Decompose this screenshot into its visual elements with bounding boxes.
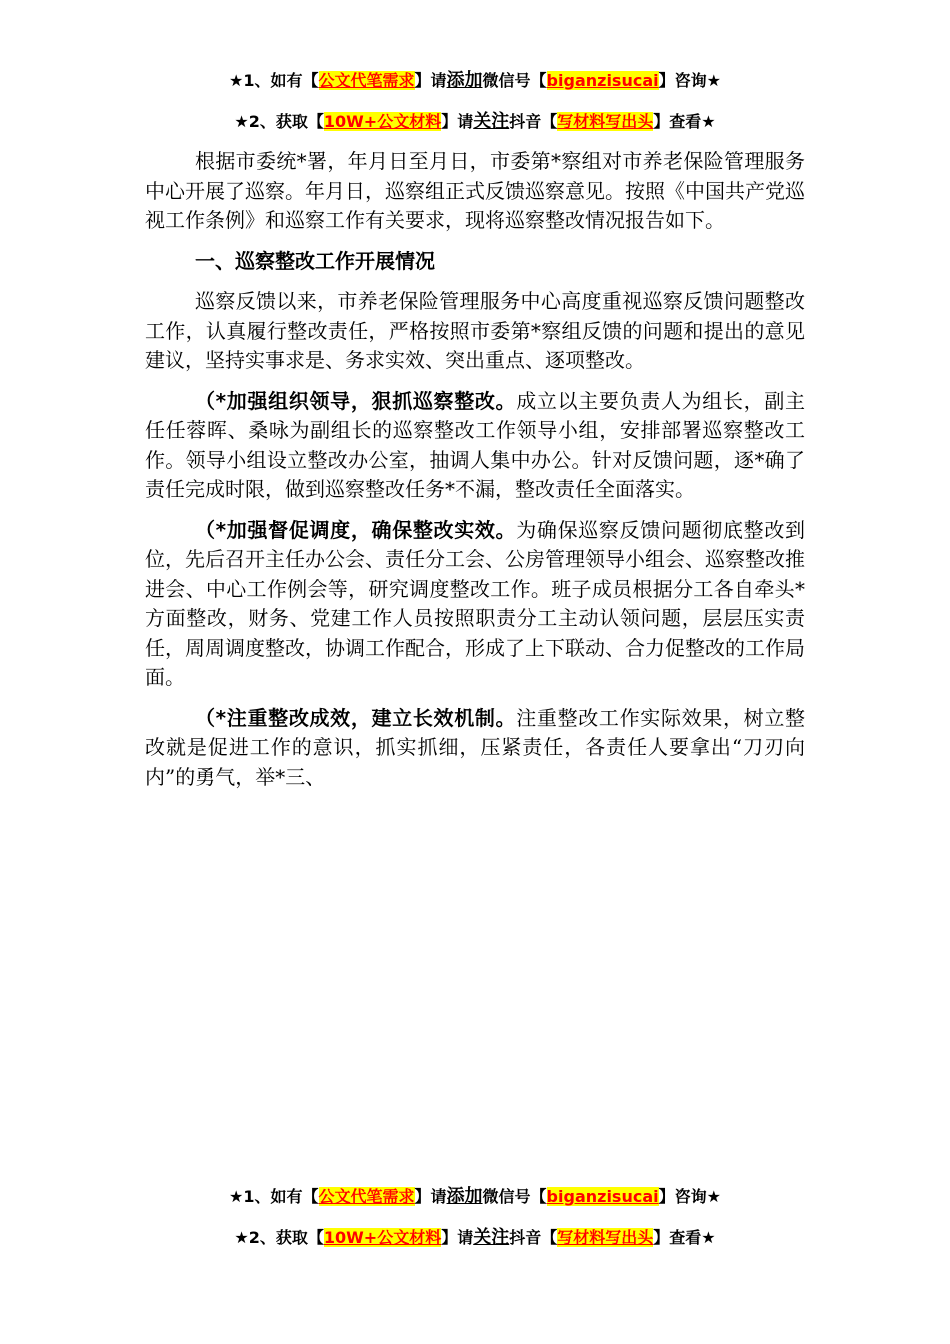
bottom-banner-line-1 xyxy=(0,1186,950,1208)
item-paragraph-3 xyxy=(145,704,805,793)
item-paragraph-1 xyxy=(145,387,805,505)
item-paragraph-2 xyxy=(145,516,805,693)
item-text-3: 注重整改工作实际效果，树立整改就是促进工作的意识，抓实抓细，压紧责任，各责任人要拿出“刀刃向内”的勇气，举*三、 xyxy=(145,705,805,789)
highlight-service: 公文代笔需求 xyxy=(318,71,415,90)
banner-underlined: 添加 xyxy=(446,70,483,91)
banner-underlined: 关注 xyxy=(473,111,510,132)
item-text-1: 成立以主要负责人为组长，副主任任蓉晖、桑咏为副组长的巡察整改工作领导小组，安排部署巡察整改工作。领导小组设立整改办公室，抽调人集中办公。针对反馈问题，逐*确了责任完成时限，做到巡察整改任务*不漏，整改责任全面落实。 xyxy=(145,388,805,501)
bottom-banner-line-2 xyxy=(0,1227,950,1249)
item-lead-3: （*注重整改成效，建立长效机制。 xyxy=(195,705,517,730)
section-heading: 一、巡察整改工作开展情况 xyxy=(195,248,435,273)
item-lead-1: （*加强组织领导，狠抓巡察整改。 xyxy=(195,388,517,413)
banner-text: 微信号【 xyxy=(482,1187,547,1206)
banner-text: 】请 xyxy=(414,1187,447,1206)
highlight-service: 公文代笔需求 xyxy=(318,1187,415,1206)
highlight-douyin-id: 写材料写出头 xyxy=(557,1228,654,1247)
highlight-wechat-id: biganzisucai xyxy=(546,1187,659,1206)
top-banner-line-2 xyxy=(0,111,950,133)
highlight-materials: 10W+公文材料 xyxy=(323,112,442,131)
document-body xyxy=(145,147,805,792)
banner-text: 微信号【 xyxy=(482,71,547,90)
highlight-wechat-id: biganzisucai xyxy=(546,71,659,90)
banner-text: 抖音【 xyxy=(509,1228,558,1247)
banner-text: 】咨询★ xyxy=(658,1187,721,1206)
overview-paragraph: 巡察反馈以来，市养老保险管理服务中心高度重视巡察反馈问题整改工作，认真履行整改责任，严格按照市委第*察组反馈的问题和提出的意见建议，坚持实事求是、务求实效、突出重点、逐项整改。 xyxy=(145,289,805,372)
banner-text: 】请 xyxy=(441,112,474,131)
banner-underlined: 添加 xyxy=(446,1186,483,1207)
banner-text: 】查看★ xyxy=(653,112,716,131)
banner-text: ★1、如有【 xyxy=(229,1187,319,1206)
banner-text: ★2、获取【 xyxy=(234,112,324,131)
banner-text: ★2、获取【 xyxy=(234,1228,324,1247)
item-text-2: 为确保巡察反馈问题彻底整改到位，先后召开主任办公会、责任分工会、公房管理领导小组会、巡察整改推进会、中心工作例会等，研究调度整改工作。班子成员根据分工各自牵头*方面整改，财务、党建工作人员按照职责分工主动认领问题，层层压实责任，周周调度整改，协调工作配合，形成了上下联动、合力促整改的工作局面。 xyxy=(145,517,805,689)
banner-text: 】咨询★ xyxy=(658,71,721,90)
banner-text: 】请 xyxy=(414,71,447,90)
highlight-douyin-id: 写材料写出头 xyxy=(557,112,654,131)
banner-text: ★1、如有【 xyxy=(229,71,319,90)
intro-paragraph: 根据市委统*署，年月日至月日，市委第*察组对市养老保险管理服务中心开展了巡察。年月日，巡察组正式反馈巡察意见。按照《中国共产党巡视工作条例》和巡察工作有关要求，现将巡察整改情况报告如下。 xyxy=(145,149,805,232)
banner-text: 】请 xyxy=(441,1228,474,1247)
banner-underlined: 关注 xyxy=(473,1227,510,1248)
highlight-materials: 10W+公文材料 xyxy=(323,1228,442,1247)
item-lead-2: （*加强督促调度，确保整改实效。 xyxy=(195,517,517,542)
banner-text: 抖音【 xyxy=(509,112,558,131)
banner-text: 】查看★ xyxy=(653,1228,716,1247)
top-banner-line-1 xyxy=(0,70,950,92)
